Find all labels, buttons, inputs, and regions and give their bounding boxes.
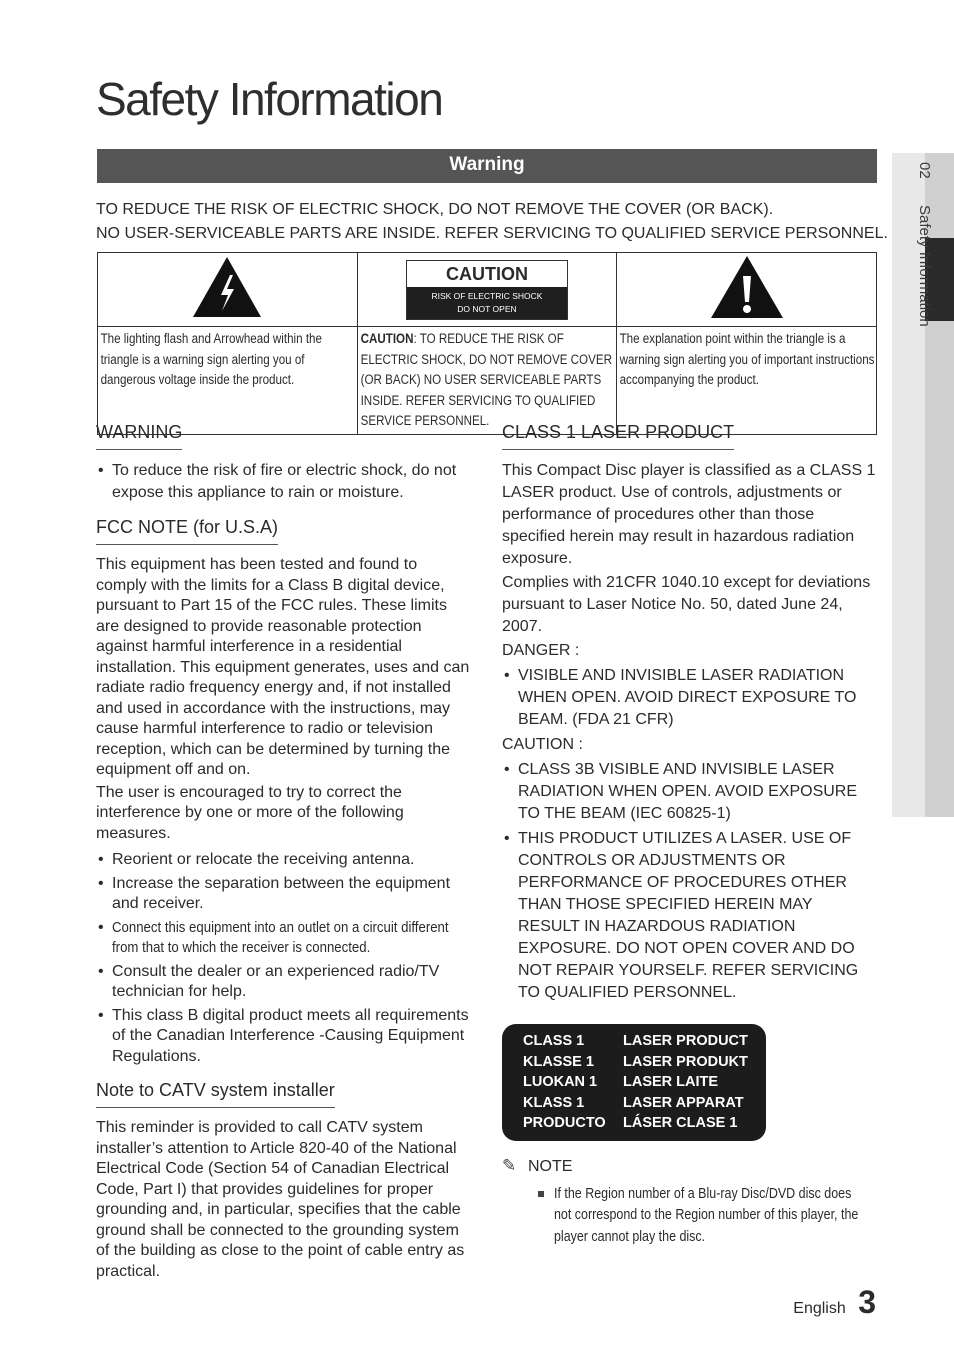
exclamation-description: The explanation point within the triangle is a warning sign alerting you of important instructions accompanying the product. [619,331,875,387]
caution-label-line: DO NOT OPEN [457,303,517,314]
page-footer [793,1284,876,1321]
footer-language: English [793,1300,846,1317]
lightning-symbol-cell [98,253,358,327]
page-number: 3 [858,1284,876,1320]
list-item: • CLASS 3B VISIBLE AND INVISIBLE LASER RADIATION WHEN OPEN. AVOID EXPOSURE TO THE BEAM (IEC 60825-1) [502,759,878,825]
list-item: • THIS PRODUCT UTILIZES A LASER. USE OF CONTROLS OR ADJUSTMENTS OR PERFORMANCE OF PROCEDURES OTHER THAN THOSE SPECIFIED HEREIN MAY RESULT IN HAZARDOUS RADIATION EXPOSURE. DO NOT OPEN COVER AND DO NOT REPAIR YOURSELF. REFER SERVICING TO QUALIFIED PERSONNEL. [502,828,878,1004]
label-class: PRODUCTO [523,1115,606,1131]
page-title: Safety Information [96,73,443,125]
caution-text: : TO REDUCE THE RISK OF ELECTRIC SHOCK, DO NOT REMOVE COVER (OR BACK) NO USER SERVICEABLE PARTS INSIDE. REFER SERVICING TO QUALIFIED SERVICE PERSONNEL. [360,331,612,428]
catv-paragraph: This reminder is provided to call CATV system installer’s attention to Article 820-40 of the National Electrical Code (Section 54 of Canadian Electrical Code, Part I) that provides guidelines for proper grounding and, in particular, specifies that the cable ground shall be connected to the grounding system of the building as close to the point of cable entry as practical. [96,1119,465,1280]
square-bullet-icon [538,1191,544,1197]
list-item: • To reduce the risk of fire or electric shock, do not expose this appliance to rain or moisture. [96,460,472,504]
label-class: LUOKAN 1 [523,1074,598,1090]
pencil-icon: ✎ [502,1155,517,1175]
laser-heading: CLASS 1 LASER PRODUCT [502,420,734,450]
list-item: • Increase the separation between the equipment and receiver. [96,874,472,915]
caution-label-title: CAUTION [407,261,567,287]
list-item: • Consult the dealer or an experienced radio/TV technician for help. [96,962,472,1003]
label-class: KLASS 1 [523,1094,585,1111]
label-class: CLASS 1 [523,1033,585,1049]
fcc-list [96,850,472,1067]
exclamation-triangle-icon [709,254,785,320]
list-item [96,918,472,959]
caution-label-line: RISK OF ELECTRIC SHOCK [431,290,543,301]
note-title: NOTE [528,1157,573,1175]
fcc-paragraph: This equipment has been tested and found to comply with the limits for a Class B digital device, pursuant to Part 15 of the FCC rules. These limits are designed to provide reasonable protection against harmful interference in a residential installation. This equipment generates, uses and can radiate radio frequency energy and, if not installed and used in accordance with the instructions, may cause harmful interference to radio or television reception, which can be determined by turning the equipment off and on. [96,556,470,778]
caution-label-text: CAUTION : [502,736,583,753]
list-item: • This class B digital product meets all requirements of the Canadian Interference -Causing Equipment Regulations. [96,1006,472,1068]
chapter-label: Safety Information [916,204,933,327]
label-product: LASER LAITE [623,1074,719,1090]
warning-heading: WARNING [96,420,182,450]
label-class: KLASSE 1 [523,1053,594,1070]
right-column [502,420,878,1248]
list-item-text: • Connect this equipment into an outlet on a circuit different from that to which the receiver is connected. [112,918,449,956]
chapter-number: 02 [916,162,933,179]
laser-paragraph: Complies with 21CFR 1040.10 except for deviations pursuant to Laser Notice No. 50, dated June 24, 2007. [502,574,871,635]
danger-label: DANGER : [502,642,580,659]
label-product: LASER PRODUKT [623,1053,748,1070]
symbol-table [97,252,877,435]
caution-list [502,759,878,1004]
caution-description [358,327,621,434]
fcc-heading: FCC NOTE (for U.S.A) [96,515,278,545]
note-heading [502,1155,878,1178]
intro-line: TO REDUCE THE RISK OF ELECTRIC SHOCK, DO NOT REMOVE THE COVER (OR BACK). [96,201,774,218]
caution-bold: CAUTION [360,331,414,346]
caution-label-cell [357,253,617,327]
warning-list [96,460,472,504]
intro-line: NO USER-SERVICEABLE PARTS ARE INSIDE. REFER SERVICING TO QUALIFIED SERVICE PERSONNEL. [96,225,888,242]
label-product: LASER PRODUCT [623,1033,748,1049]
exclamation-symbol-cell [617,253,877,327]
side-tab-text [916,162,933,327]
laser-paragraph: This Compact Disc player is classified as a CLASS 1 LASER product. Use of controls, adjustments or performance of procedures other than those specified herein may result in hazardous radiation exposure. [502,462,876,567]
left-column [96,420,472,1284]
note-item [502,1184,878,1249]
list-item: • VISIBLE AND INVISIBLE LASER RADIATION WHEN OPEN. AVOID DIRECT EXPOSURE TO BEAM. (FDA 21 CFR) [502,665,878,731]
catv-heading: Note to CATV system installer [96,1078,335,1108]
label-product: LASER APPARAT [623,1094,744,1111]
list-item: • Reorient or relocate the receiving antenna. [96,850,472,871]
lightning-triangle-icon [191,255,263,319]
laser-class-label [502,1024,766,1141]
warning-banner: Warning [97,149,877,183]
intro-text [96,198,896,246]
caution-label [406,260,568,320]
note-text: If the Region number of a Blu-ray Disc/DVD disc does not correspond to the Region number of this player, the player cannot play the disc. [554,1185,859,1245]
lightning-description: The lighting flash and Arrowhead within the triangle is a warning sign alerting you of dangerous voltage inside the product. [100,331,322,387]
fcc-paragraph: The user is encouraged to try to correct the interference by one or more of the following measures. [96,783,404,842]
label-product: LÁSER CLASE 1 [623,1115,738,1131]
danger-list [502,665,878,731]
